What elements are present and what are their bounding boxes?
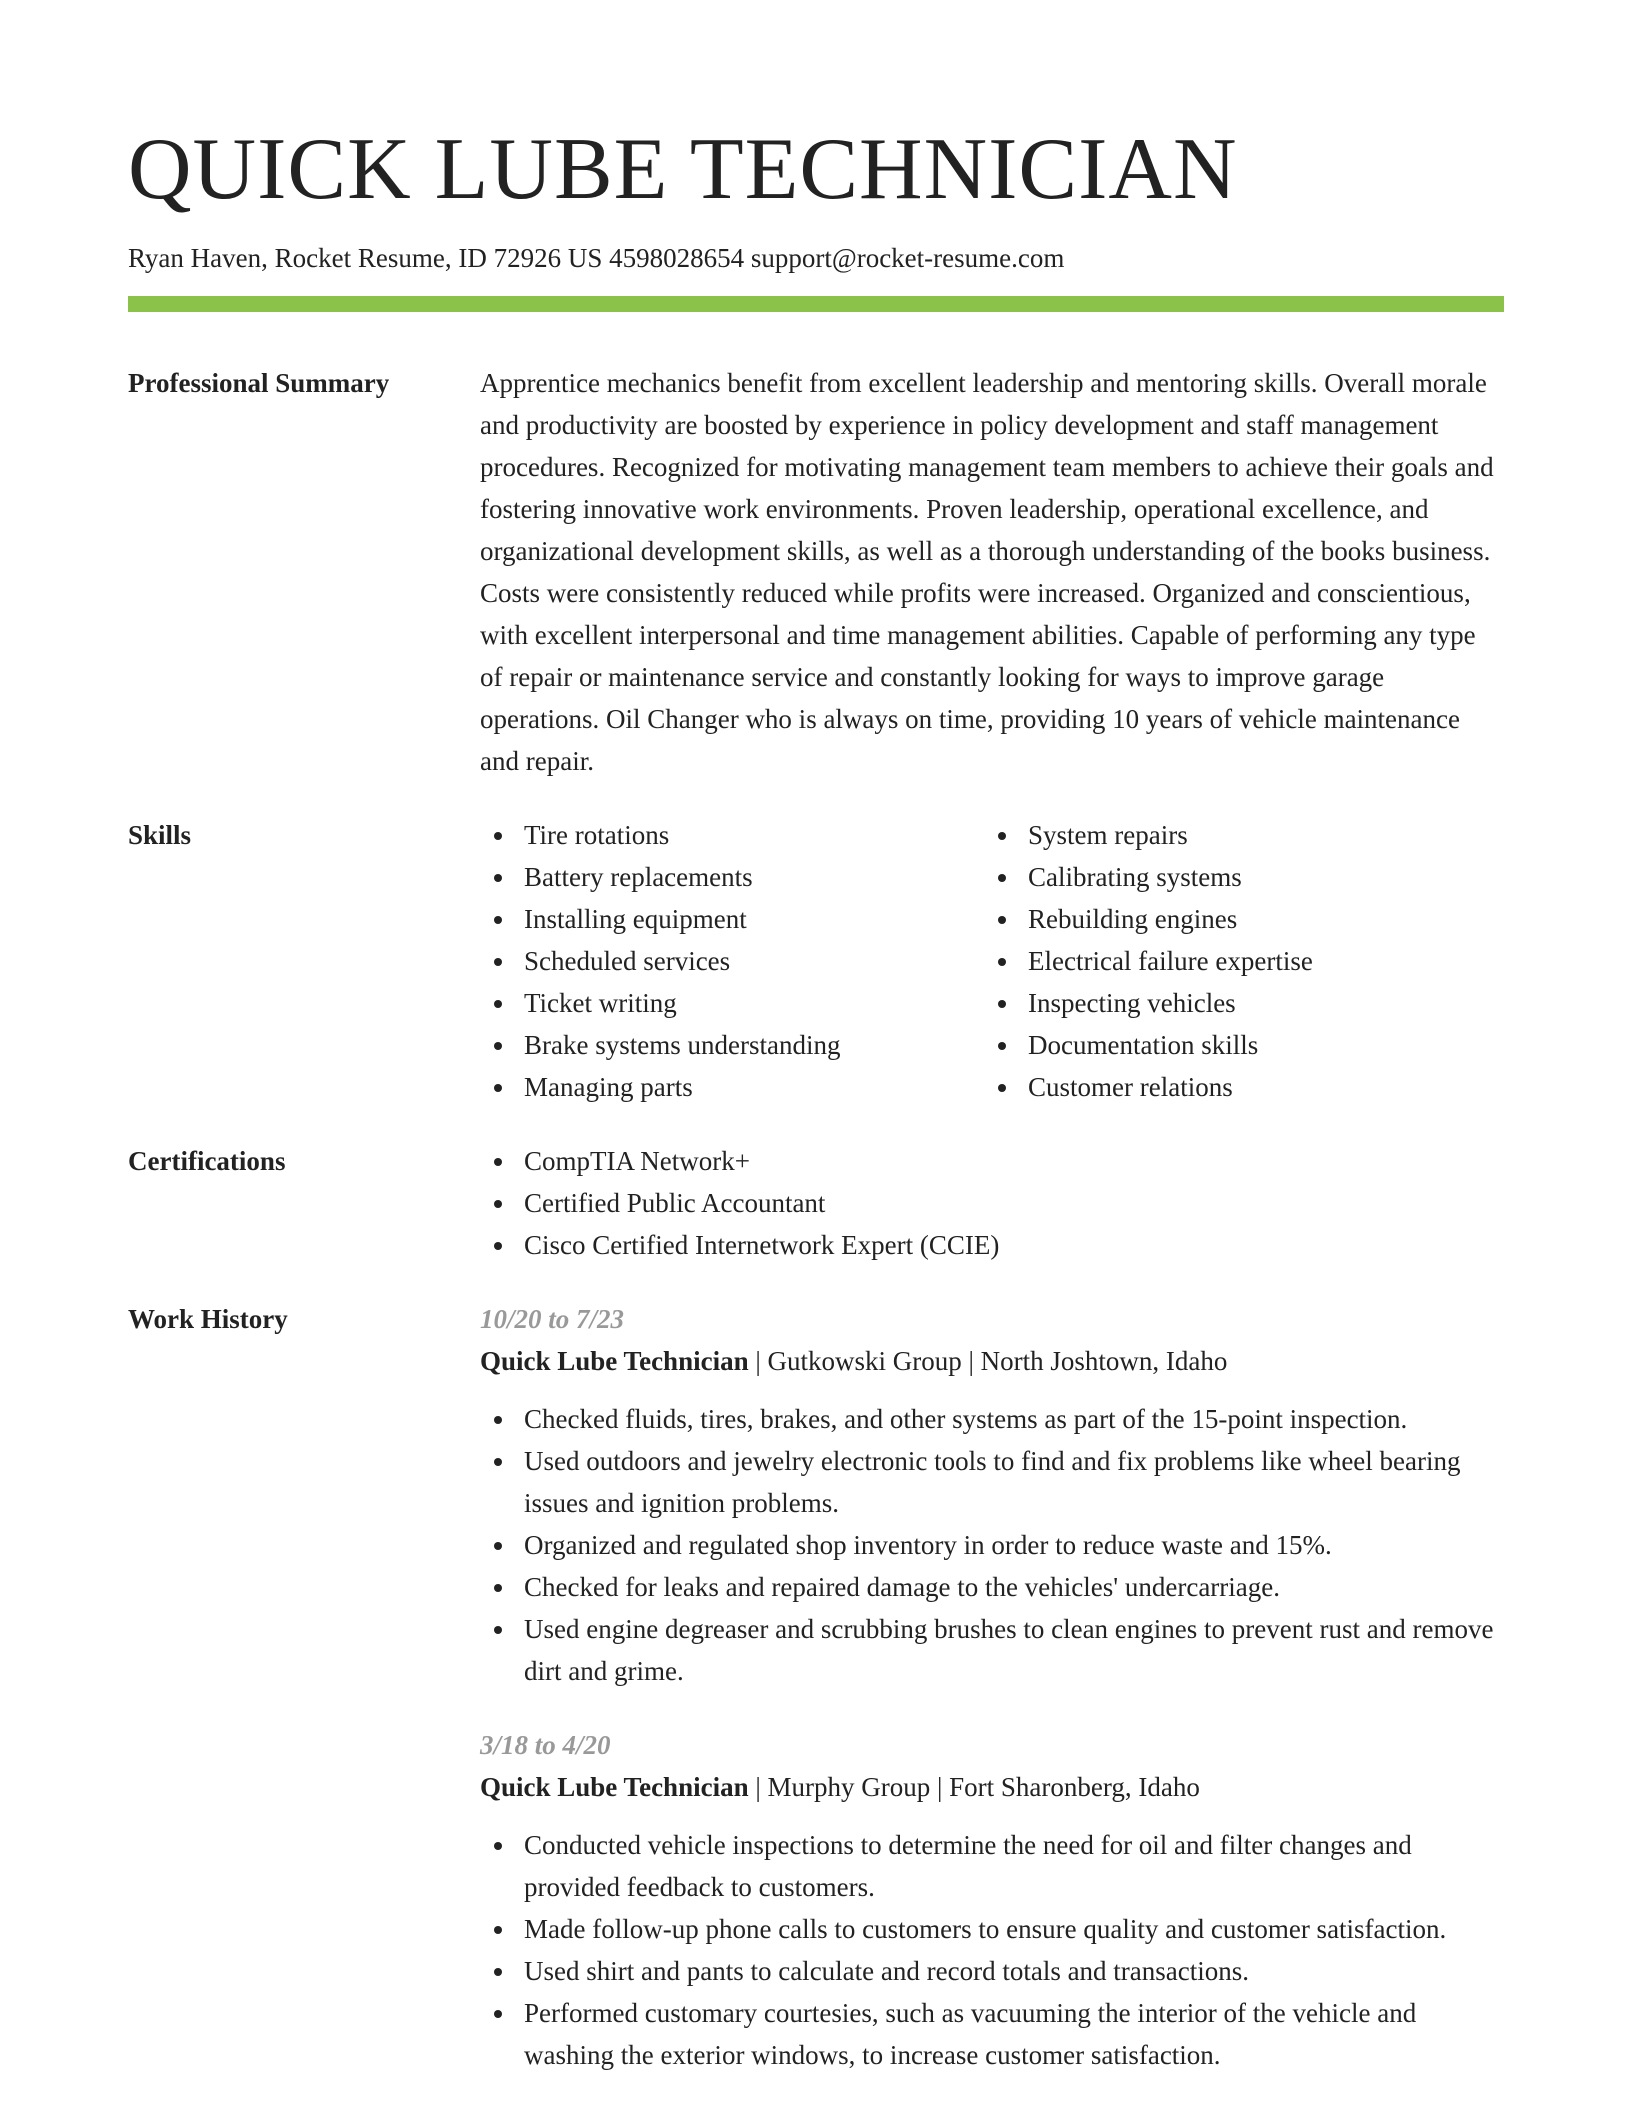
- job-title: Quick Lube Technician: [480, 1772, 749, 1802]
- header-divider: [128, 296, 1504, 312]
- job-bullets: [480, 1824, 1504, 2076]
- skills-body: [480, 814, 1504, 1108]
- skill-item: Battery replacements: [480, 856, 984, 898]
- job-entry: [480, 1298, 1504, 1692]
- resume-title: QUICK LUBE TECHNICIAN: [128, 121, 1238, 218]
- summary-body: [480, 362, 1504, 782]
- certification-item: CompTIA Network+: [480, 1140, 1504, 1182]
- job-bullet: Checked fluids, tires, brakes, and other systems as part of the 15-point inspection.: [480, 1398, 1504, 1440]
- job-bullet: Made follow-up phone calls to customers to ensure quality and customer satisfaction.: [480, 1908, 1504, 1950]
- skill-item: Tire rotations: [480, 814, 984, 856]
- summary-section: [128, 362, 1504, 782]
- skill-item: Calibrating systems: [984, 856, 1488, 898]
- certification-item: Certified Public Accountant: [480, 1182, 1504, 1224]
- job-bullet: Conducted vehicle inspections to determine the need for oil and filter changes and provided feedback to customers.: [480, 1824, 1504, 1908]
- section-label-skills: Skills: [128, 820, 192, 850]
- work-history-section: [128, 1298, 1504, 2076]
- job-heading: [480, 1766, 1504, 1808]
- job-entry: [480, 1724, 1504, 2076]
- skill-item: Electrical failure expertise: [984, 940, 1488, 982]
- section-label-work-history: Work History: [128, 1304, 288, 1334]
- job-employer-location: | Gutkowski Group | North Joshtown, Idaho: [748, 1346, 1228, 1376]
- skill-item: Inspecting vehicles: [984, 982, 1488, 1024]
- skill-item: Scheduled services: [480, 940, 984, 982]
- skill-item: Managing parts: [480, 1066, 984, 1108]
- skill-item: Rebuilding engines: [984, 898, 1488, 940]
- resume-page: [128, 0, 1504, 2076]
- job-bullet: Used engine degreaser and scrubbing brushes to clean engines to prevent rust and remove dirt and grime.: [480, 1608, 1504, 1692]
- certification-item: Cisco Certified Internetwork Expert (CCIE): [480, 1224, 1504, 1266]
- certifications-body: [480, 1140, 1504, 1266]
- job-dates: 3/18 to 4/20: [480, 1730, 611, 1760]
- summary-text: Apprentice mechanics benefit from excellent leadership and mentoring skills. Overall morale and productivity are boosted by experience in policy development and staff management procedures. Recognized for motivating management team members to achieve their goals and fostering innovative work environments. Proven leadership, operational excellence, and organizational development skills, as well as a thorough understanding of the books business. Costs were consistently reduced while profits were increased. Organized and conscientious, with excellent interpersonal and time management abilities. Capable of performing any type of repair or maintenance service and constantly looking for ways to improve garage operations. Oil Changer who is always on time, providing 10 years of vehicle maintenance and repair.: [480, 368, 1494, 776]
- job-bullets: [480, 1398, 1504, 1692]
- skill-item: Customer relations: [984, 1066, 1488, 1108]
- skill-item: Brake systems understanding: [480, 1024, 984, 1066]
- skills-list-left: [480, 814, 984, 1108]
- skill-item: Installing equipment: [480, 898, 984, 940]
- job-bullet: Checked for leaks and repaired damage to the vehicles' undercarriage.: [480, 1566, 1504, 1608]
- job-employer-location: | Murphy Group | Fort Sharonberg, Idaho: [748, 1772, 1200, 1802]
- work-history-body: [480, 1298, 1504, 2076]
- certifications-section: [128, 1140, 1504, 1266]
- job-bullet: Used outdoors and jewelry electronic tools to find and fix problems like wheel bearing issues and ignition problems.: [480, 1440, 1504, 1524]
- skill-item: Documentation skills: [984, 1024, 1488, 1066]
- contact-line: Ryan Haven, Rocket Resume, ID 72926 US 4598028654 support@rocket-resume.com: [128, 243, 1065, 273]
- skills-list-right: [984, 814, 1488, 1108]
- job-heading: [480, 1340, 1504, 1382]
- job-title: Quick Lube Technician: [480, 1346, 749, 1376]
- certifications-list: [480, 1140, 1504, 1266]
- skill-item: System repairs: [984, 814, 1488, 856]
- section-label-certifications: Certifications: [128, 1146, 286, 1176]
- skills-section: [128, 814, 1504, 1108]
- job-bullet: Organized and regulated shop inventory in order to reduce waste and 15%.: [480, 1524, 1504, 1566]
- job-bullet: Used shirt and pants to calculate and record totals and transactions.: [480, 1950, 1504, 1992]
- section-label-summary: Professional Summary: [128, 368, 390, 398]
- job-bullet: Performed customary courtesies, such as vacuuming the interior of the vehicle and washing the exterior windows, to increase customer satisfaction.: [480, 1992, 1504, 2076]
- job-dates: 10/20 to 7/23: [480, 1304, 625, 1334]
- skill-item: Ticket writing: [480, 982, 984, 1024]
